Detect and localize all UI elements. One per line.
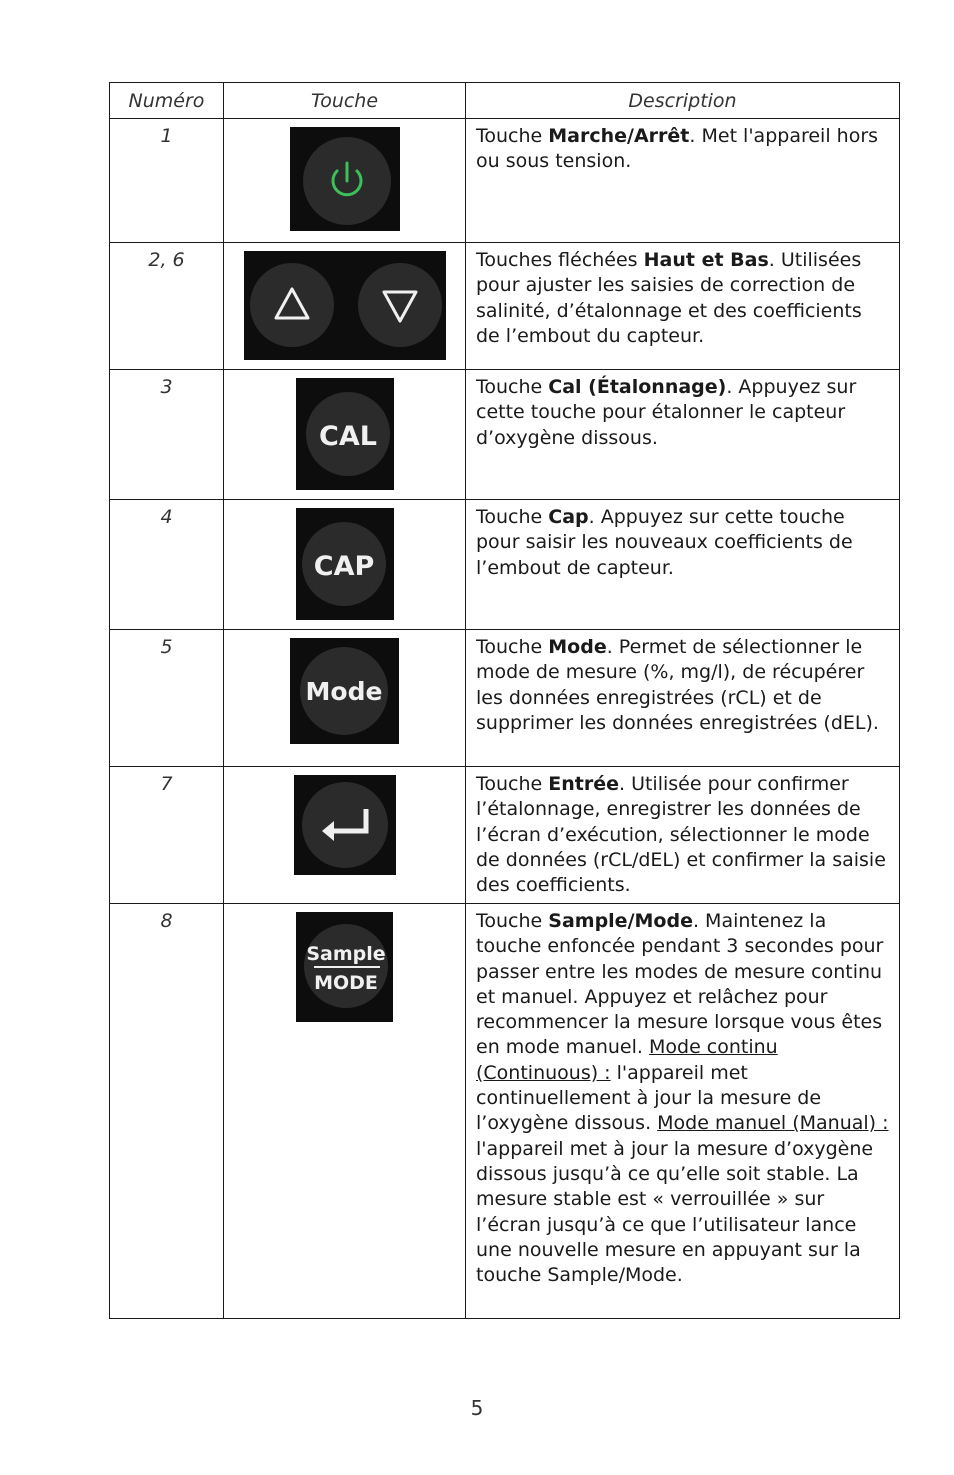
table-header-row	[110, 83, 900, 119]
table-row	[110, 370, 900, 500]
mode-key-label-bottom: MODE	[314, 972, 378, 994]
row-description: Touche Mode. Permet de sélectionner le mode de mesure (%, mg/l), de récupérer les données enregistrées (rCL) et de supprimer les données enregistrées (dEL).	[466, 630, 900, 767]
enter-key-icon	[294, 775, 396, 875]
row-description: Touches fléchées Haut et Bas. Utilisées pour ajuster les saisies de correction de salinité, d’étalonnage et des coefficients de l’embout du capteur.	[466, 243, 900, 370]
row-description: Touche Cap. Appuyez sur cette touche pour saisir les nouveaux coefficients de l’embout de capteur.	[466, 500, 900, 630]
row-number: 7	[110, 767, 224, 904]
row-number: 3	[110, 370, 224, 500]
row-description: Touche Cal (Étalonnage). Appuyez sur cette touche pour étalonner le capteur d’oxygène dissous.	[466, 370, 900, 500]
row-number: 1	[110, 119, 224, 243]
key-image-cell	[224, 767, 466, 904]
row-description: Touche Sample/Mode. Maintenez la touche enfoncée pendant 3 secondes pour passer entre les modes de mesure continu et manuel. Appuyez et relâchez pour recommencer la mesure lorsque vous êtes en mode manuel. Mode continu (Continuous) : l'appareil met continuellement à jour la mesure de l’oxygène dissous. Mode manuel (Manual) : l'appareil met à jour la mesure d’oxygène dissous jusqu’à ce qu’elle soit stable. La mesure stable est « verrouillée » sur l’écran jusqu’à ce que l’utilisateur lance une nouvelle mesure en appuyant sur la touche Sample/Mode.	[466, 904, 900, 1319]
key-image-cell	[224, 904, 466, 1319]
sample-mode-key-icon	[296, 912, 393, 1022]
table-row	[110, 119, 900, 243]
keypad-table	[109, 82, 900, 1319]
table-row	[110, 767, 900, 904]
table-row	[110, 904, 900, 1319]
table-row	[110, 500, 900, 630]
table-row	[110, 630, 900, 767]
key-image-cell	[224, 500, 466, 630]
table-row	[110, 243, 900, 370]
cal-key-icon	[296, 378, 394, 490]
header-description: Description	[466, 83, 900, 119]
cap-key-icon	[296, 508, 394, 620]
header-numero: Numéro	[110, 83, 224, 119]
power-icon	[290, 127, 400, 231]
cap-key-label: CAP	[313, 551, 374, 582]
sample-key-label: Sample	[306, 943, 386, 965]
mode-key-icon	[290, 638, 399, 744]
up-down-arrows-icon	[244, 251, 446, 360]
page-number: 5	[470, 1396, 484, 1420]
header-touche: Touche	[224, 83, 466, 119]
row-description: Touche Entrée. Utilisée pour confirmer l’étalonnage, enregistrer les données de l’écran d’exécution, sélectionner le mode de données (rCL/dEL) et confirmer la saisie des coefficients.	[466, 767, 900, 904]
row-number: 8	[110, 904, 224, 1319]
key-image-cell	[224, 370, 466, 500]
row-number: 5	[110, 630, 224, 767]
cal-key-label: CAL	[318, 421, 377, 452]
row-number: 2, 6	[110, 243, 224, 370]
mode-key-label: Mode	[305, 677, 383, 706]
row-description: Touche Marche/Arrêt. Met l'appareil hors ou sous tension.	[466, 119, 900, 243]
key-image-cell	[224, 630, 466, 767]
row-number: 4	[110, 500, 224, 630]
key-image-cell	[224, 243, 466, 370]
key-image-cell	[224, 119, 466, 243]
